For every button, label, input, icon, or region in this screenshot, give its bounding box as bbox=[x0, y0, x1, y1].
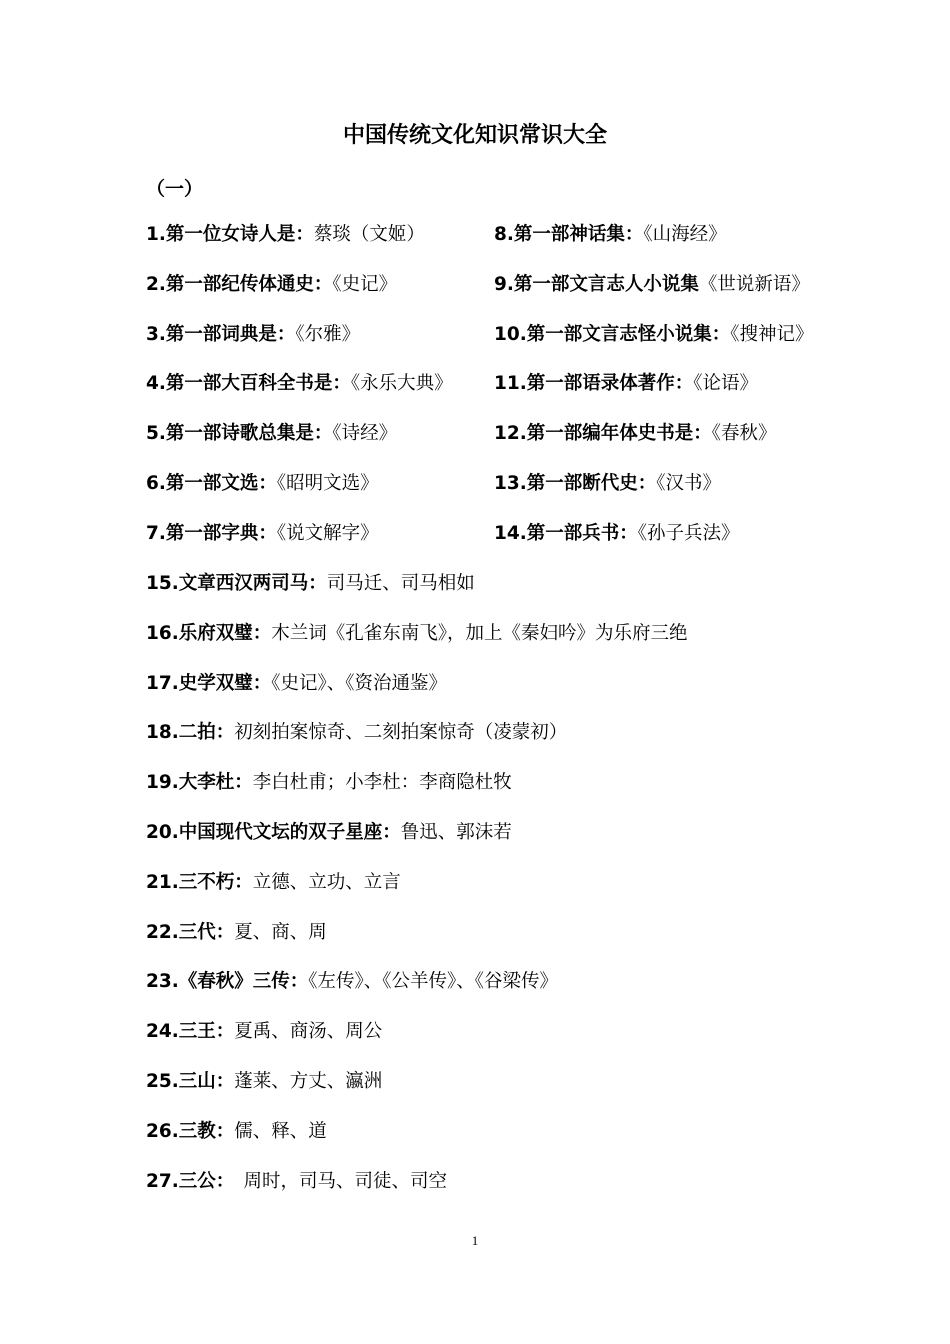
list-item bbox=[146, 968, 688, 1018]
item-key: 20.中国现代文坛的双子星座： bbox=[146, 821, 401, 843]
item-key: 5.第一部诗歌总集是： bbox=[146, 423, 333, 445]
item-key: 3.第一部词典是： bbox=[146, 323, 296, 345]
list-item bbox=[494, 271, 814, 321]
item-value: 《昭明文选》 bbox=[276, 472, 379, 494]
list-item bbox=[494, 520, 814, 570]
item-value: 周时，司马、司徒、司空 bbox=[225, 1170, 448, 1192]
page-number: 1 bbox=[471, 1233, 479, 1248]
item-value: 李白杜甫；小李杜：李商隐杜牧 bbox=[252, 772, 512, 794]
list-item bbox=[146, 221, 453, 271]
item-value: 《说文解字》 bbox=[276, 522, 379, 544]
item-value: 儒、释、道 bbox=[234, 1120, 327, 1142]
item-key: 15.文章西汉两司马： bbox=[146, 573, 327, 594]
item-value: 立德、立功、立言 bbox=[252, 871, 401, 893]
list-item bbox=[146, 1168, 688, 1218]
item-value: 蔡琰（文姬） bbox=[313, 224, 425, 245]
item-value: 夏、商、周 bbox=[234, 921, 327, 943]
item-value: 《山海经》 bbox=[643, 224, 727, 245]
list-item bbox=[146, 819, 688, 869]
list-item bbox=[146, 719, 688, 769]
list-item bbox=[494, 221, 814, 271]
item-key: 27.三公： bbox=[146, 1170, 226, 1192]
item-value: 木兰词《孔雀东南飞》，加上《秦妇吟》为乐府三绝 bbox=[271, 622, 688, 644]
right-column-list bbox=[494, 221, 814, 570]
item-key: 16.乐府双璧： bbox=[146, 622, 272, 644]
item-key: 21.三不朽： bbox=[146, 871, 253, 893]
item-key: 7.第一部字典： bbox=[146, 522, 277, 544]
item-value: 《永乐大典》 bbox=[350, 373, 453, 395]
item-value: 《左传》、《公羊传》、《谷梁传》 bbox=[308, 971, 559, 993]
item-key: 4.第一部大百科全书是： bbox=[146, 373, 351, 395]
item-value: 《搜神记》 bbox=[730, 323, 814, 345]
list-item bbox=[146, 769, 688, 819]
item-key: 9.第一部文言志人小说集 bbox=[494, 273, 699, 295]
list-item bbox=[146, 470, 453, 520]
item-key: 19.大李杜： bbox=[146, 772, 253, 794]
item-value: 夏禹、商汤、周公 bbox=[234, 1021, 383, 1043]
list-item bbox=[494, 321, 814, 371]
item-value: 鲁迅、郭沫若 bbox=[400, 821, 512, 843]
full-width-list bbox=[146, 570, 688, 1217]
list-item bbox=[146, 869, 688, 919]
item-key: 24.三王： bbox=[146, 1021, 235, 1043]
item-value: 《孙子兵法》 bbox=[637, 522, 740, 544]
item-key: 23.《春秋》三传： bbox=[146, 971, 309, 993]
item-key: 22.三代： bbox=[146, 921, 235, 943]
list-item bbox=[146, 670, 688, 720]
item-key: 25.三山： bbox=[146, 1070, 235, 1092]
item-value: 《史记》 bbox=[332, 273, 398, 295]
page-title: 中国传统文化知识常识大全 bbox=[342, 123, 607, 148]
item-key: 17.史学双璧： bbox=[146, 672, 272, 694]
list-item bbox=[146, 1068, 688, 1118]
list-item bbox=[146, 271, 453, 321]
item-key: 8.第一部神话集： bbox=[494, 224, 644, 245]
list-item bbox=[146, 520, 453, 570]
item-value: 初刻拍案惊奇、二刻拍案惊奇（凌蒙初） bbox=[234, 722, 568, 744]
item-value: 《论语》 bbox=[693, 373, 759, 395]
item-value: 《春秋》 bbox=[711, 423, 777, 445]
item-value: 司马迁、司马相如 bbox=[326, 573, 475, 594]
item-value: 《尔雅》 bbox=[295, 323, 361, 345]
item-key: 2.第一部纪传体通史： bbox=[146, 273, 333, 295]
item-key: 10.第一部文言志怪小说集： bbox=[494, 323, 731, 345]
list-item bbox=[146, 1018, 688, 1068]
item-value: 蓬莱、方丈、瀛洲 bbox=[234, 1070, 383, 1092]
item-value: 《诗经》 bbox=[332, 423, 398, 445]
item-value: 《史记》、《资治通鉴》 bbox=[271, 672, 448, 694]
item-value: 《汉书》 bbox=[656, 472, 722, 494]
list-item bbox=[494, 370, 814, 420]
item-key: 12.第一部编年体史书是： bbox=[494, 423, 712, 445]
item-key: 26.三教： bbox=[146, 1120, 235, 1142]
list-item bbox=[146, 919, 688, 969]
left-column-list bbox=[146, 221, 453, 570]
list-item bbox=[146, 1118, 688, 1168]
list-item bbox=[146, 570, 688, 620]
item-key: 13.第一部断代史： bbox=[494, 472, 657, 494]
item-key: 11.第一部语录体著作： bbox=[494, 373, 694, 395]
list-item bbox=[494, 420, 814, 470]
item-key: 1.第一位女诗人是： bbox=[146, 224, 314, 245]
item-key: 18.二拍： bbox=[146, 722, 235, 744]
item-key: 6.第一部文选： bbox=[146, 472, 277, 494]
list-item bbox=[146, 321, 453, 371]
list-item bbox=[146, 620, 688, 670]
section-label: （一） bbox=[146, 178, 204, 200]
list-item bbox=[146, 370, 453, 420]
list-item bbox=[494, 470, 814, 520]
item-key: 14.第一部兵书： bbox=[494, 522, 638, 544]
item-value: 《世说新语》 bbox=[698, 273, 810, 295]
list-item bbox=[146, 420, 453, 470]
